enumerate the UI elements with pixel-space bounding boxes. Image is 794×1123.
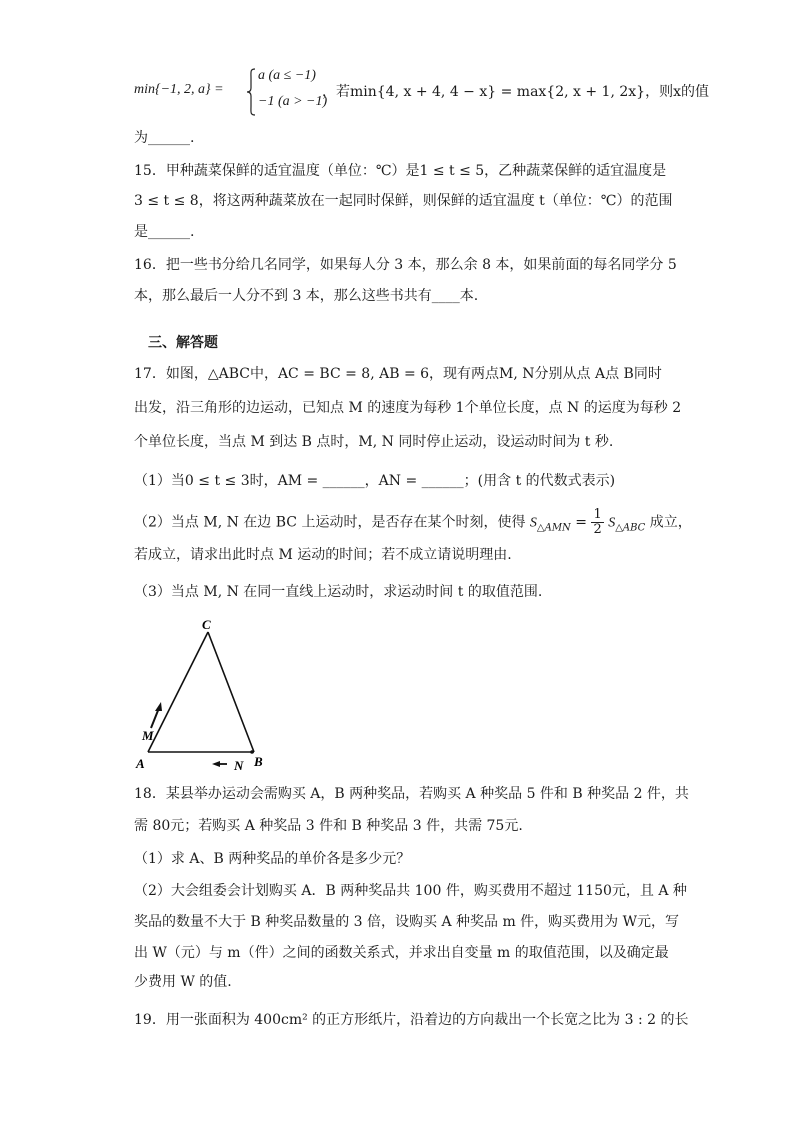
q18-line2: 需 80元；若购买 A 种奖品 3 件和 B 种奖品 3 件，共需 75元.	[134, 818, 523, 834]
q17-part2-text: （2）当点 M, N 在边 BC 上运动时，是否存在某个时刻，使得	[134, 514, 526, 531]
equals-sign: =	[575, 514, 587, 531]
area-symbol: S	[529, 515, 537, 531]
q18-part2d: 少费用 W 的值.	[134, 974, 232, 990]
q14-case2: −1 (a > −1)	[258, 94, 328, 109]
fraction-denominator: 2	[593, 522, 602, 537]
q16-line1: 16．把一些书分给几名同学，如果每人分 3 本，那么余 8 本，如果前面的每名同学分 5	[134, 257, 677, 273]
q18-part2a: （2）大会组委会计划购买 A．B 两种奖品共 100 件，购买费用不超过 1150元，且 A 种	[134, 883, 687, 899]
q17-part1: （1）当0 ≤ t ≤ 3时，AM = ______，AN = ______；(用含 t 的代数式表示)	[134, 473, 616, 489]
label-a: A	[136, 756, 145, 771]
q17-part3: （3）当点 M, N 在同一直线上运动时，求运动时间 t 的取值范围.	[134, 584, 543, 600]
q17-part2-end: 成立，	[649, 514, 692, 531]
q17-line1: 17．如图，△ABC中，AC = BC = 8, AB = 6，现有两点M, N分别从点 A点 B同时	[134, 366, 662, 382]
q14-rest: ，若min{4, x + 4, 4 − x} = max{2, x + 1, 2x}，则x的值	[322, 84, 709, 100]
brace-icon	[246, 68, 256, 116]
q18-line1: 18．某县举办运动会需购买 A，B 两种奖品，若购买 A 种奖品 5 件和 B 种奖品 2 件，共	[134, 786, 689, 802]
section-heading: 三、解答题	[148, 335, 218, 351]
q18-part2b: 奖品的数量不大于 B 种奖品数量的 3 倍，设购买 A 种奖品 m 件，购买费用为 W元，写	[134, 914, 680, 930]
arrow-left-icon	[212, 761, 227, 767]
area-subscript: △ABC	[615, 522, 646, 534]
q16-line2: 本，那么最后一人分不到 3 本，那么这些书共有____本.	[134, 288, 479, 304]
area-symbol: S	[608, 515, 616, 531]
area-subscript: △AMN	[536, 522, 571, 534]
fraction-numerator: 1	[593, 507, 602, 522]
q17-part2	[134, 508, 692, 538]
q18-part1: （1）求 A、B 两种奖品的单价各是多少元？	[134, 851, 411, 867]
label-m: M	[142, 728, 154, 743]
q15-line2: 3 ≤ t ≤ 8，将这两种蔬菜放在一起同时保鲜，则保鲜的适宜温度 t（单位：℃）的范围	[134, 193, 673, 209]
triangle-figure	[128, 616, 278, 776]
label-n: N	[234, 758, 244, 773]
q17-line2: 出发，沿三角形的边运动，已知点 M 的速度为每秒 1个单位长度，点 N 的运度为每秒 2	[134, 400, 682, 416]
label-c: C	[202, 617, 211, 632]
label-b: B	[254, 754, 263, 769]
side-ac	[148, 632, 208, 752]
q14-piecewise	[134, 64, 794, 120]
q15-line3: 是______.	[134, 224, 195, 240]
q14-line2: 为______.	[134, 130, 195, 146]
fraction-half	[591, 508, 603, 537]
q15-line1: 15．甲种蔬菜保鲜的适宜温度（单位：℃）是1 ≤ t ≤ 5，乙种蔬菜保鲜的适宜温度是	[134, 163, 667, 179]
arrow-up-icon	[151, 702, 162, 728]
side-bc	[208, 632, 254, 752]
q17-line3: 个单位长度，当点 M 到达 B 点时，M, N 同时停止运动，设运动时间为 t 秒.	[134, 434, 614, 450]
q17-part2-cont: 若成立，请求出此时点 M 运动的时间；若不成立请说明理由.	[134, 547, 512, 563]
q14-min-expr: min{−1, 2, a} =	[134, 82, 224, 97]
q14-case1: a (a ≤ −1)	[258, 68, 316, 83]
q19-line1: 19．用一张面积为 400cm² 的正方形纸片，沿着边的方向裁出一个长宽之比为 3 : 2 的长	[134, 1012, 689, 1028]
q18-part2c: 出 W（元）与 m（件）之间的函数关系式，并求出自变量 m 的取值范围，以及确定最	[134, 945, 669, 961]
